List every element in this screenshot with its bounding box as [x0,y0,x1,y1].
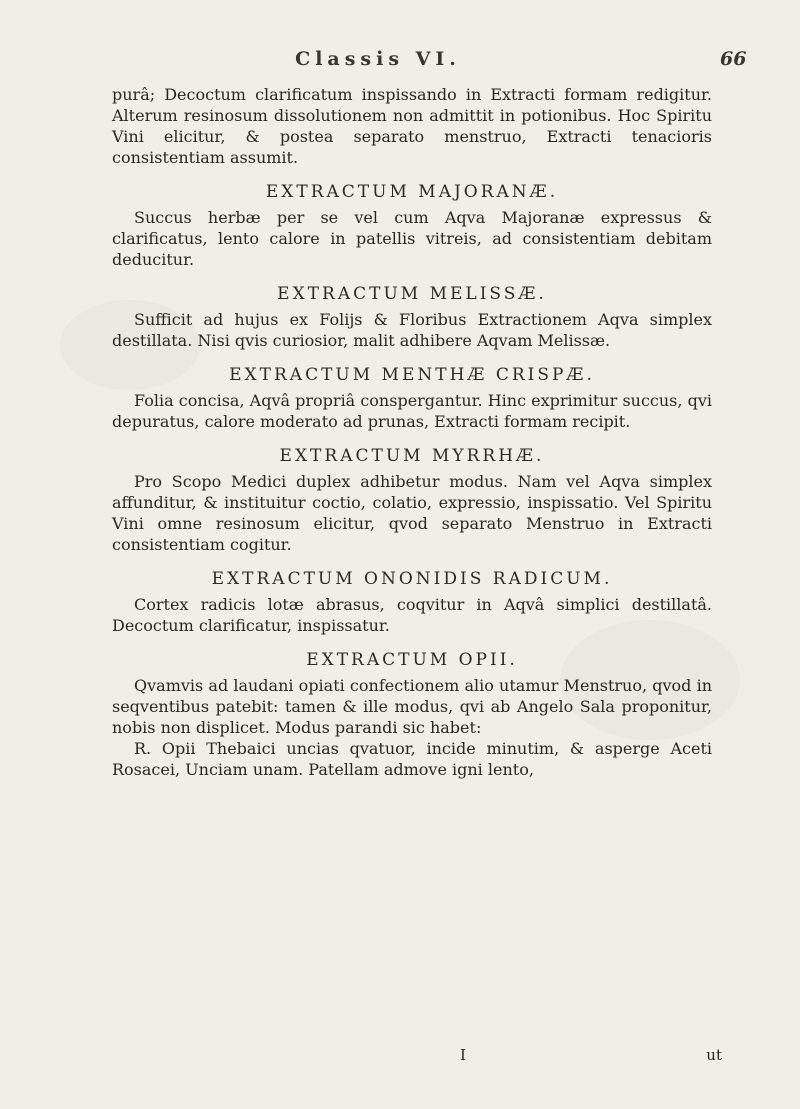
catchword: ut [706,1046,722,1064]
entry-heading: EXTRACTUM MYRRHÆ. [279,446,545,466]
page-number: 66 [720,48,747,70]
entry-text: Sufficit ad hujus ex Folijs & Floribus Extractionem Aqva simplex destillata. Nisi qvis curiosior, malit adhibere Aqvam Melissæ. [112,310,712,350]
entry-text: Succus herbæ per se vel cum Aqva Majoranæ expressus & clarificatus, lento calore in patellis vitreis, ad consistentiam debitam deducitur. [112,208,712,269]
running-title: Classis VI. [295,48,461,70]
entry-opium [112,650,712,780]
body-text [112,84,712,780]
entry-text: Qvamvis ad laudani opiati confectionem alio utamur Menstruo, qvod in seqventibus patebit: tamen & ille modus, qvi ab Angelo Sala proponitur, nobis non displicet. Modus parandi sic habet: [112,676,712,737]
entry-heading: EXTRACTUM ONONIDIS RADICUM. [211,569,613,589]
recipe-text: R. Opii Thebaici uncias qvatuor, incide minutim, & asperge Aceti Rosacei, Unciam unam. Patellam admove igni lento, [112,739,712,779]
page-footer [112,1046,722,1066]
entry-heading: EXTRACTUM MAJORANÆ. [265,182,559,202]
intro-paragraph: purâ; Decoctum clarificatum inspissando in Extracti formam redigitur. Alterum resinosum dissolutionem non admittit in potionibus. Hoc Spiritu Vini elicitur, & postea separato menstruo, Extracti tenacioris consistentiam assumit. [112,85,712,167]
entry-myrrha [112,446,712,555]
entry-mentha-crispa [112,365,712,432]
entry-heading: EXTRACTUM MELISSÆ. [277,284,547,304]
signature-mark: I [460,1046,466,1064]
entry-melissa [112,284,712,351]
entry-text: Folia concisa, Aqvâ propriâ conspergantur. Hinc exprimitur succus, qvi depuratus, calore moderato ad prunas, Extracti formam recipit. [112,391,712,431]
entry-majorana [112,182,712,270]
entry-heading: EXTRACTUM OPII. [306,650,518,670]
entry-ononis [112,569,712,636]
entry-text: Pro Scopo Medici duplex adhibetur modus. Nam vel Aqva simplex affunditur, & instituitur coctio, colatio, expressio, inspissatio. Vel Spiritu Vini omne resinosum elicitur, qvod separato Menstruo in Extracti consistentiam cogitur. [112,472,712,554]
entry-heading: EXTRACTUM MENTHÆ CRISPÆ. [229,365,595,385]
entry-text: Cortex radicis lotæ abrasus, coqvitur in Aqvâ simplici destillatâ. Decoctum clarificatur, inspissatur. [112,595,712,635]
page-header [0,48,800,78]
